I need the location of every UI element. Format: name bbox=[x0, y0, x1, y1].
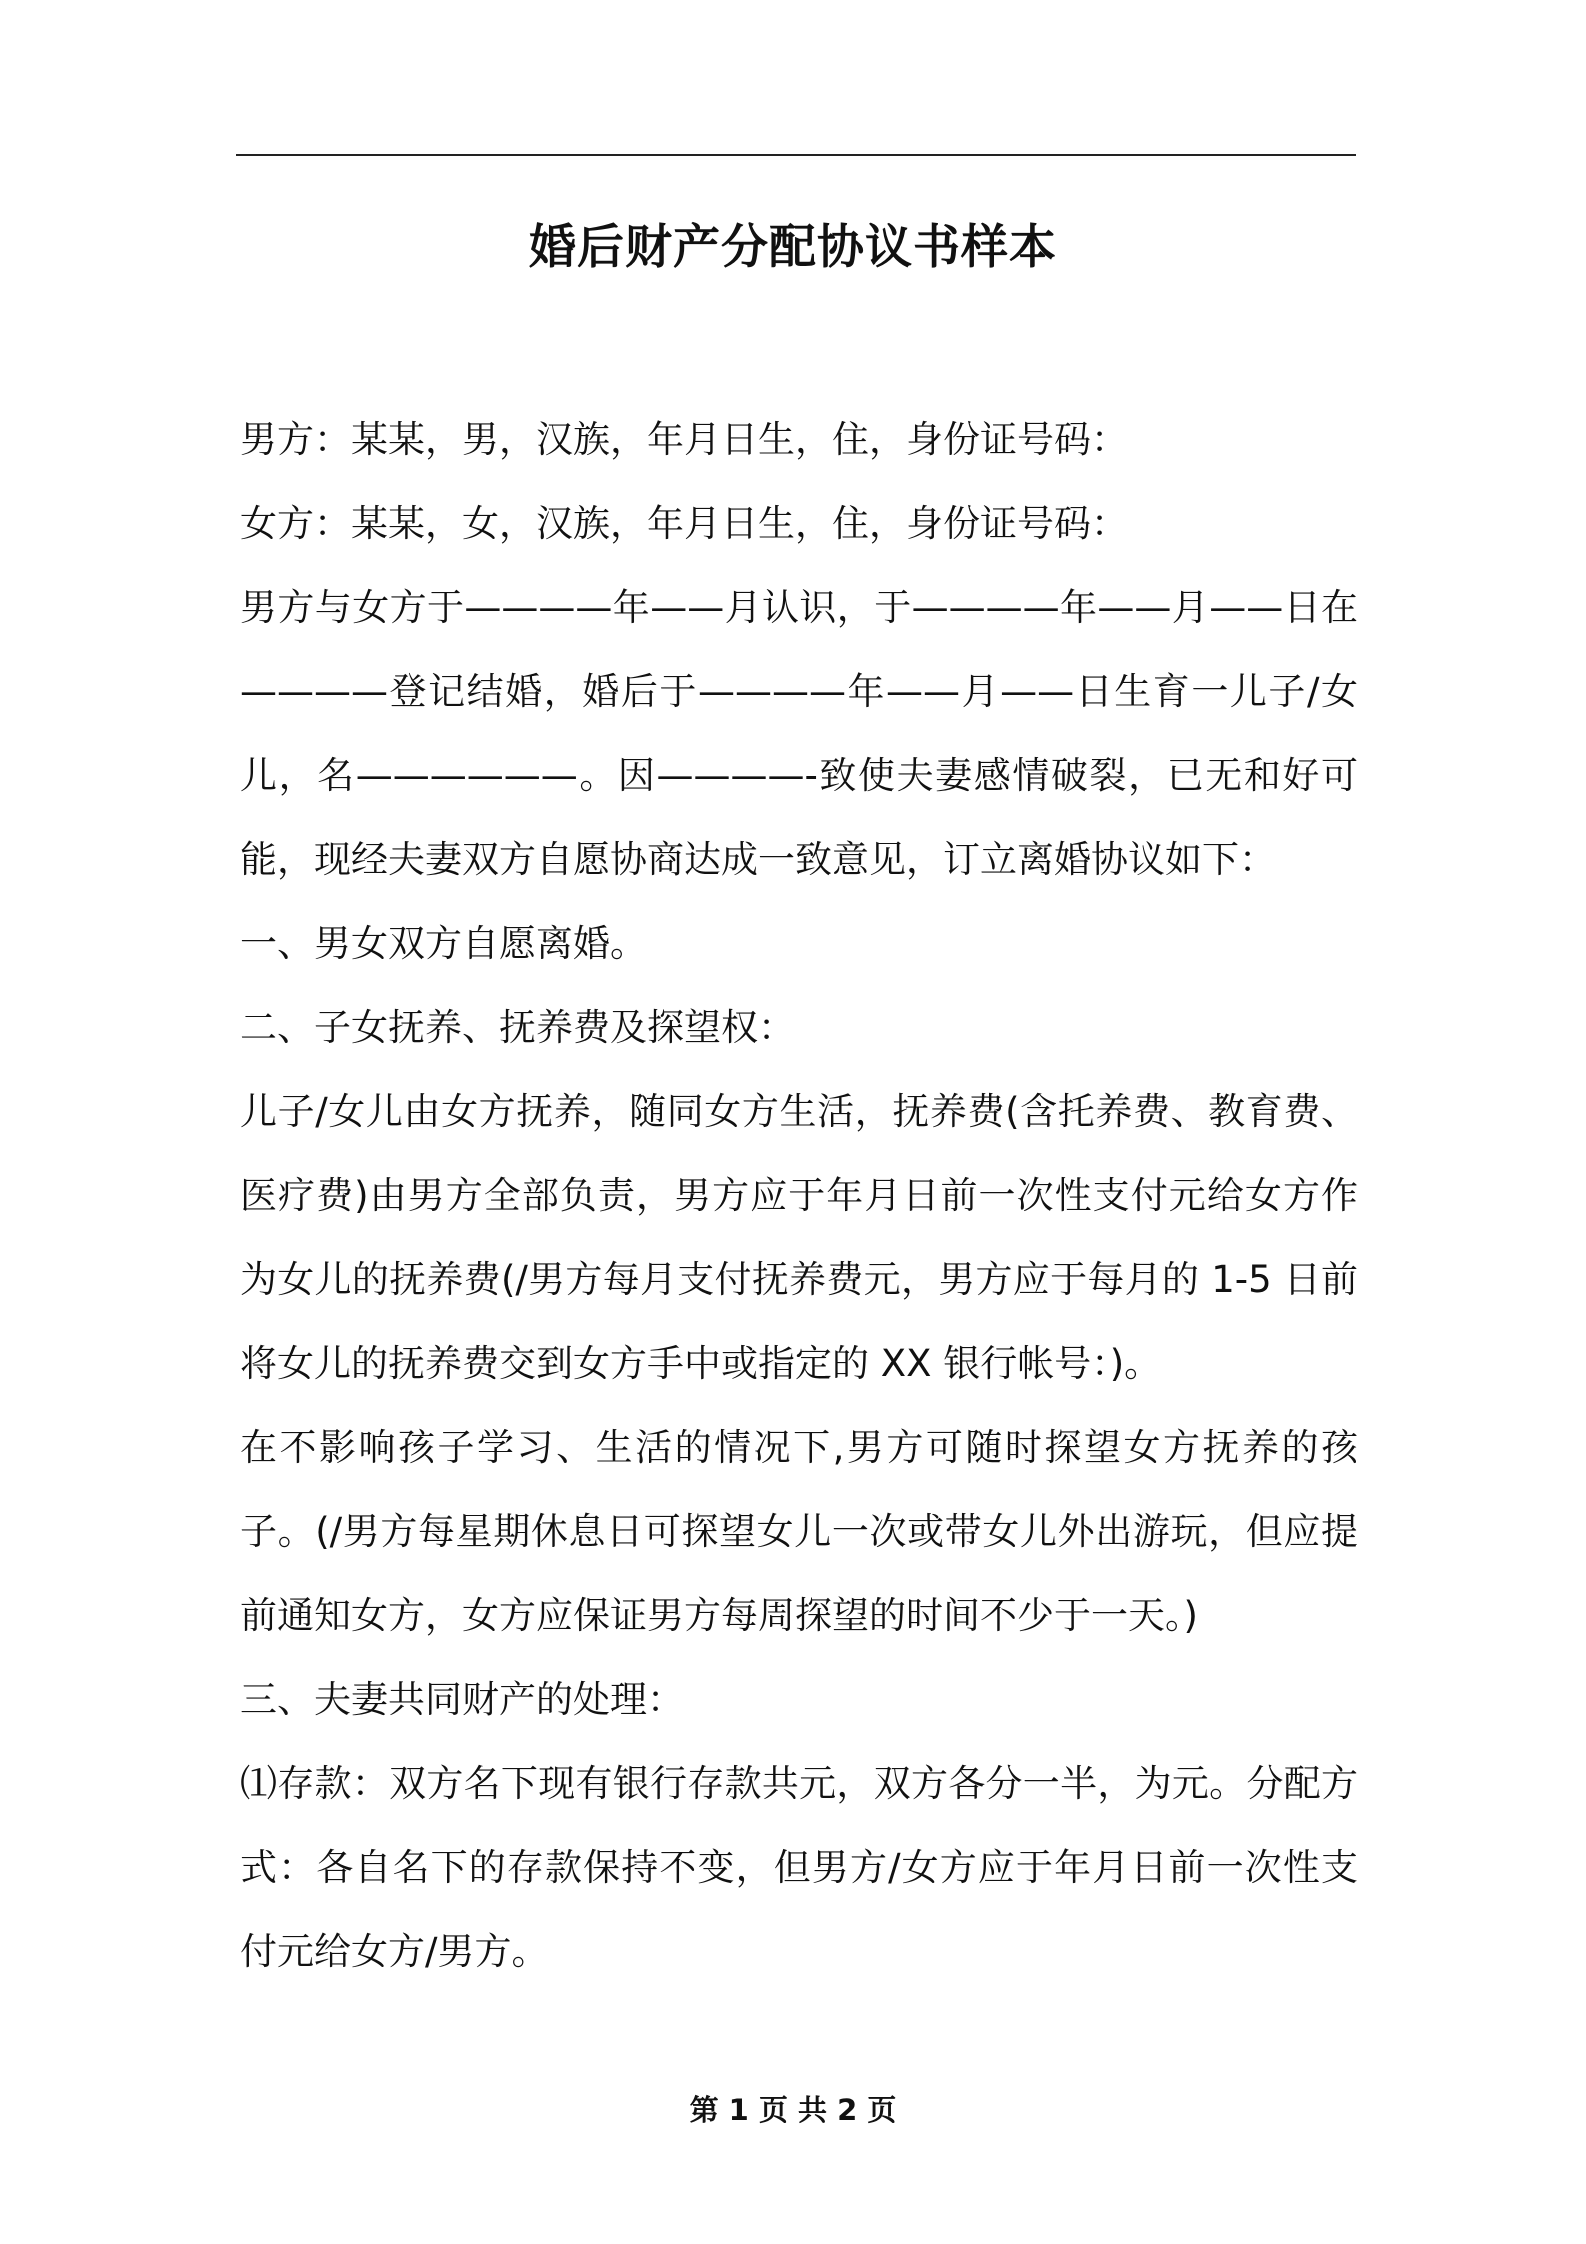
clause-3-heading: 三、夫妻共同财产的处理： bbox=[240, 1678, 684, 1721]
document-body bbox=[240, 398, 1358, 1994]
paragraph-background: 男方与女方于————年——月认识，于————年——月——日在————登记结婚，婚后于————年——月——日生育一儿子/女儿，名——————。因————-致使夫妻感情破裂，已无和好可能，现经夫妻双方自愿协商达成一致意见，订立离婚协议如下： bbox=[240, 586, 1358, 881]
paragraph-female-party: 女方：某某，女，汉族，年月日生，住，身份证号码： bbox=[240, 502, 1128, 545]
paragraph-child-support: 儿子/女儿由女方抚养，随同女方生活，抚养费(含托养费、教育费、医疗费)由男方全部负责，男方应于年月日前一次性支付元给女方作为女儿的抚养费(/男方每月支付抚养费元，男方应于每月的 1-5 日前将女儿的抚养费交到女方手中或指定的 XX 银行帐号：)。 bbox=[240, 1090, 1358, 1385]
paragraph-male-party: 男方：某某，男，汉族，年月日生，住，身份证号码： bbox=[240, 418, 1128, 461]
page-number: 第 1 页 共 2 页 bbox=[689, 2093, 897, 2127]
header-divider bbox=[236, 154, 1356, 156]
paragraph-visitation: 在不影响孩子学习、生活的情况下,男方可随时探望女方抚养的孩子。(/男方每星期休息日可探望女儿一次或带女儿外出游玩，但应提前通知女方，女方应保证男方每周探望的时间不少于一天。) bbox=[240, 1426, 1358, 1637]
document-title: 婚后财产分配协议书样本 bbox=[529, 220, 1057, 275]
clause-2-heading: 二、子女抚养、抚养费及探望权： bbox=[240, 1006, 795, 1049]
paragraph-deposits: ⑴存款：双方名下现有银行存款共元，双方各分一半，为元。分配方式：各自名下的存款保持不变，但男方/女方应于年月日前一次性支付元给女方/男方。 bbox=[240, 1762, 1358, 1973]
clause-1-divorce: 一、男女双方自愿离婚。 bbox=[240, 922, 647, 965]
